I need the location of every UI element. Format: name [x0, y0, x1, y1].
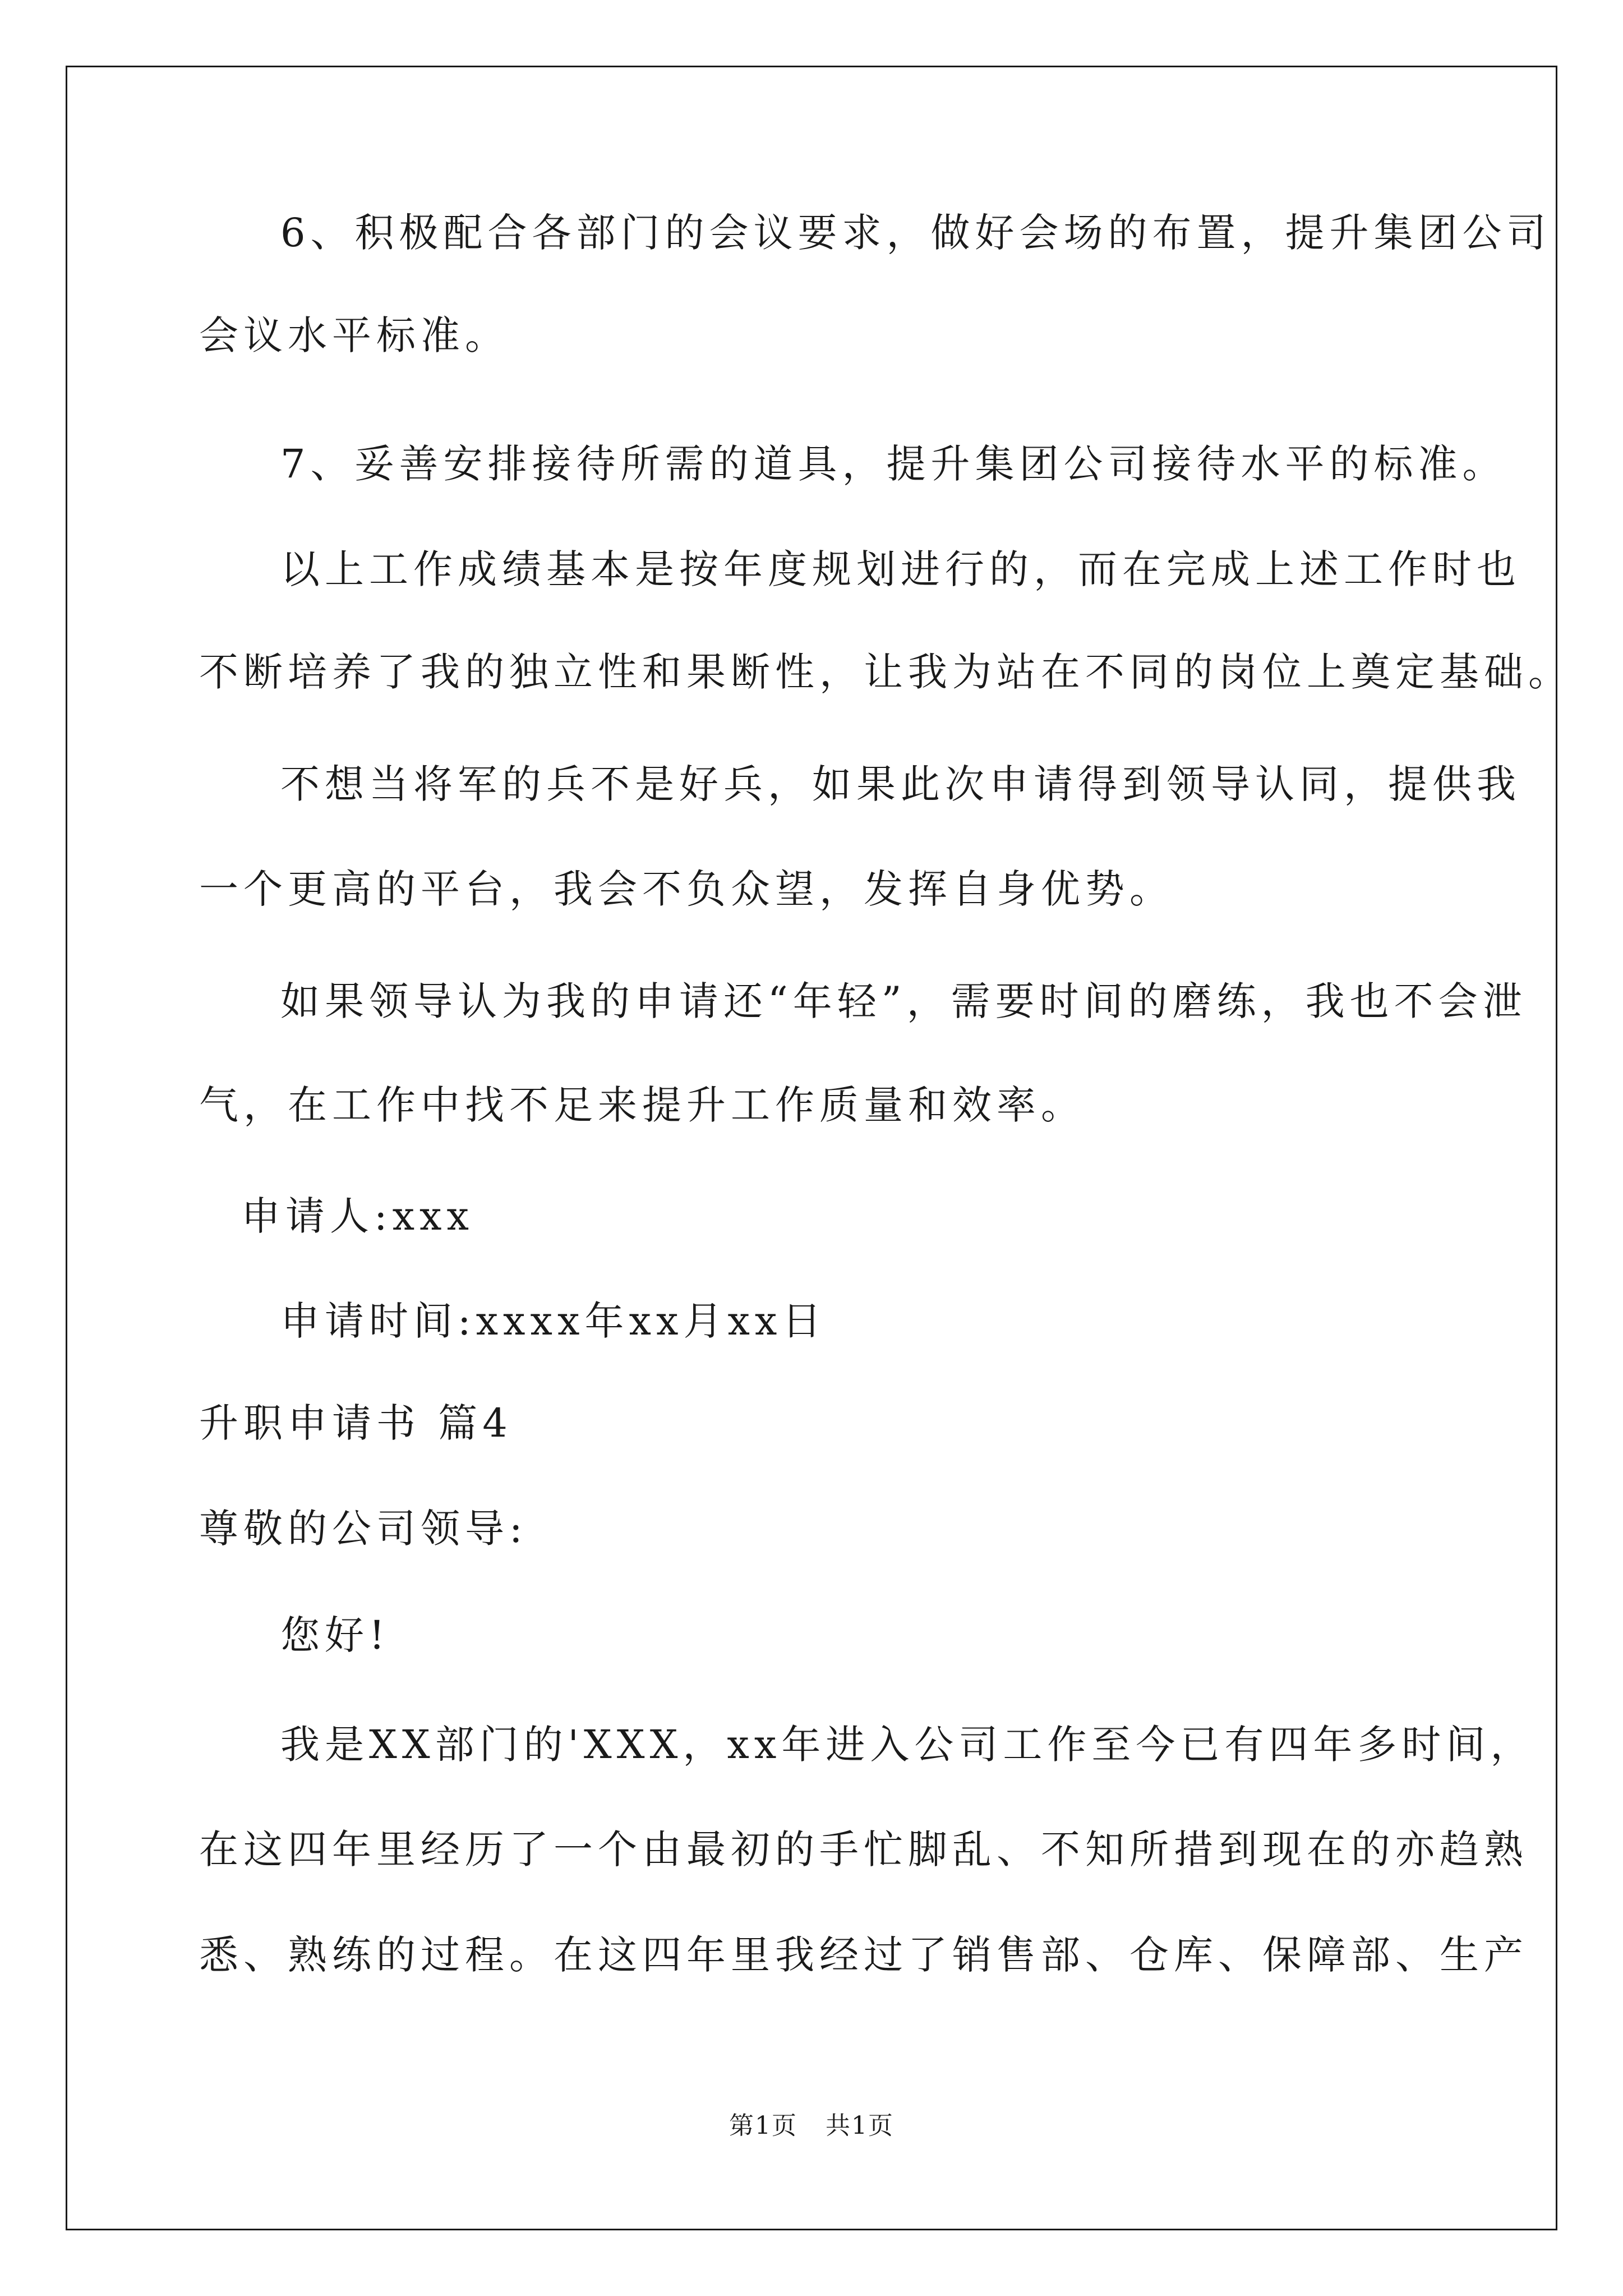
page-number-current: 第1页: [729, 2111, 797, 2140]
paragraph-line-9: 气，在工作中找不足来提升工作质量和效率。: [199, 1082, 1085, 1128]
paragraph-line-8: 如果领导认为我的申请还“年轻”，需要时间的磨练，我也不会泄: [280, 978, 1527, 1024]
paragraph-line-4: 以上工作成绩基本是按年度规划进行的，而在完成上述工作时也: [280, 546, 1521, 592]
applicant-line: 申请人:xxx: [241, 1193, 474, 1239]
paragraph-line-7: 一个更高的平台，我会不负众望，发挥自身优势。: [199, 866, 1174, 912]
paragraph-line-6: 不想当将军的兵不是好兵，如果此次申请得到领导认同，提供我: [280, 761, 1521, 807]
paragraph-line-12: 悉、熟练的过程。在这四年里我经过了销售部、仓库、保障部、生产: [199, 1932, 1528, 1978]
greeting-line: 您好!: [280, 1612, 390, 1658]
paragraph-line-10: 我是XX部门的'XXX，xx年进入公司工作至今已有四年多时间，: [280, 1722, 1535, 1768]
salutation-line: 尊敬的公司领导:: [199, 1506, 528, 1552]
section-title: 升职申请书 篇4: [199, 1400, 513, 1446]
paragraph-line-11: 在这四年里经历了一个由最初的手忙脚乱、不知所措到现在的亦趋熟: [199, 1826, 1528, 1872]
page-frame: [66, 66, 1557, 2230]
application-date-line: 申请时间:xxxx年xx月xx日: [280, 1298, 827, 1344]
paragraph-line-5: 不断培养了我的独立性和果断性，让我为站在不同的岗位上奠定基础。: [199, 649, 1573, 695]
paragraph-line-3: 7、妥善安排接待所需的道具，提升集团公司接待水平的标准。: [280, 441, 1507, 487]
paragraph-line-2: 会议水平标准。: [199, 312, 509, 358]
paragraph-line-1: 6、积极配合各部门的会议要求，做好会场的布置，提升集团公司: [280, 210, 1551, 256]
page-footer: [0, 2109, 1623, 2143]
page-number-total: 共1页: [826, 2111, 894, 2140]
